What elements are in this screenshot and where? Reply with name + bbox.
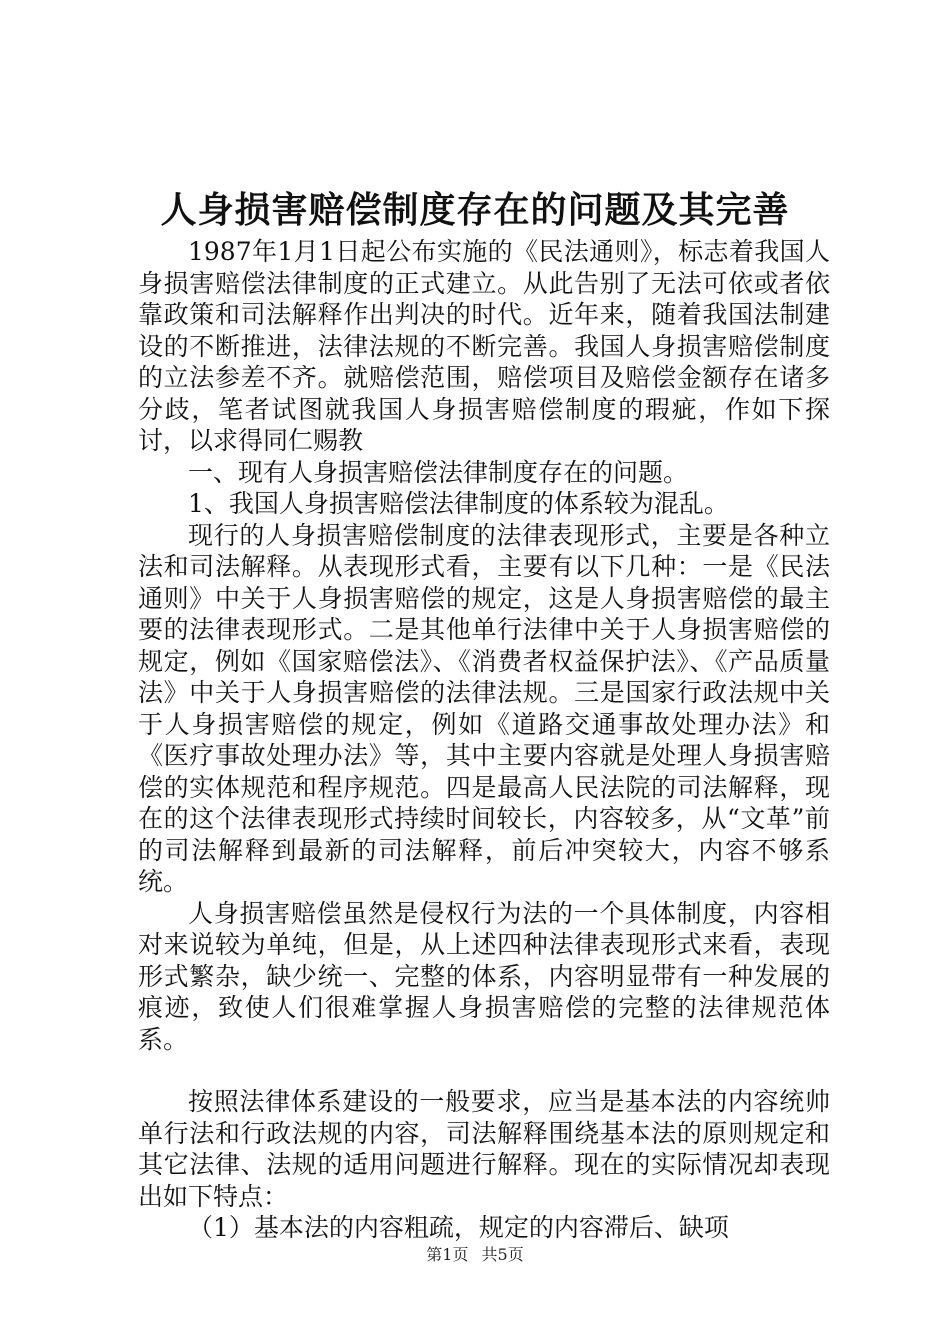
page-footer	[0, 1244, 950, 1266]
page-total: 共5页	[481, 1245, 524, 1264]
list-item-1: （1）基本法的内容粗疏，规定的内容滞后、缺项	[188, 1213, 729, 1242]
subsection-heading: 1、我国人身损害赔偿法律制度的体系较为混乱。	[188, 489, 729, 518]
paragraph-forms: 现行的人身损害赔偿制度的法律表现形式，主要是各种立法和司法解释。从表现形式看，主要有以下几种：一是《民法通则》中关于人身损害赔偿的规定，这是人身损害赔偿的最主要的法律表现形式。二是其他单行法律中关于人身损害赔偿的规定，例如《国家赔偿法》、《消费者权益保护法》、《产品质量法》中关于人身损害赔偿的法律法规。三是国家行政法规中关于人身损害赔偿的规定，例如《道路交通事故处理办法》和《医疗事故处理办法》等，其中主要内容就是处理人身损害赔偿的实体规范和程序规范。四是最高人民法院的司法解释，现在的这个法律表现形式持续时间较长，内容较多，从“文革”前的司法解释到最新的司法解释，前后冲突较大，内容不够系统。	[138, 520, 830, 896]
page-number: 第1页	[426, 1245, 469, 1264]
paragraph-analysis: 人身损害赔偿虽然是侵权行为法的一个具体制度，内容相对来说较为单纯，但是，从上述四种法律表现形式来看，表现形式繁杂，缺少统一、完整的体系，内容明显带有一种发展的痕迹，致使人们很难掌握人身损害赔偿的完整的法律规范体系。	[138, 898, 830, 1054]
section-heading: 一、现有人身损害赔偿法律制度存在的问题。	[188, 457, 689, 487]
paragraph-requirements: 按照法律体系建设的一般要求，应当是基本法的内容统帅单行法和行政法规的内容，司法解释围绕基本法的原则规定和其它法律、法规的适用问题进行解释。现在的实际情况却表现出如下特点：	[138, 1087, 830, 1211]
document-title: 人身损害赔偿制度存在的问题及其完善	[160, 189, 790, 231]
paragraph-intro: 1987年1月1日起公布实施的《民法通则》，标志着我国人身损害赔偿法律制度的正式建立。从此告别了无法可依或者依靠政策和司法解释作出判决的时代。近年来，随着我国法制建设的不断推进，法律法规的不断完善。我国人身损害赔偿制度的立法参差不齐。就赔偿范围，赔偿项目及赔偿金额存在诸多分歧，笔者试图就我国人身损害赔偿制度的瑕疵，作如下探讨，以求得同仁赐教	[138, 237, 830, 455]
document-body	[138, 236, 830, 1244]
